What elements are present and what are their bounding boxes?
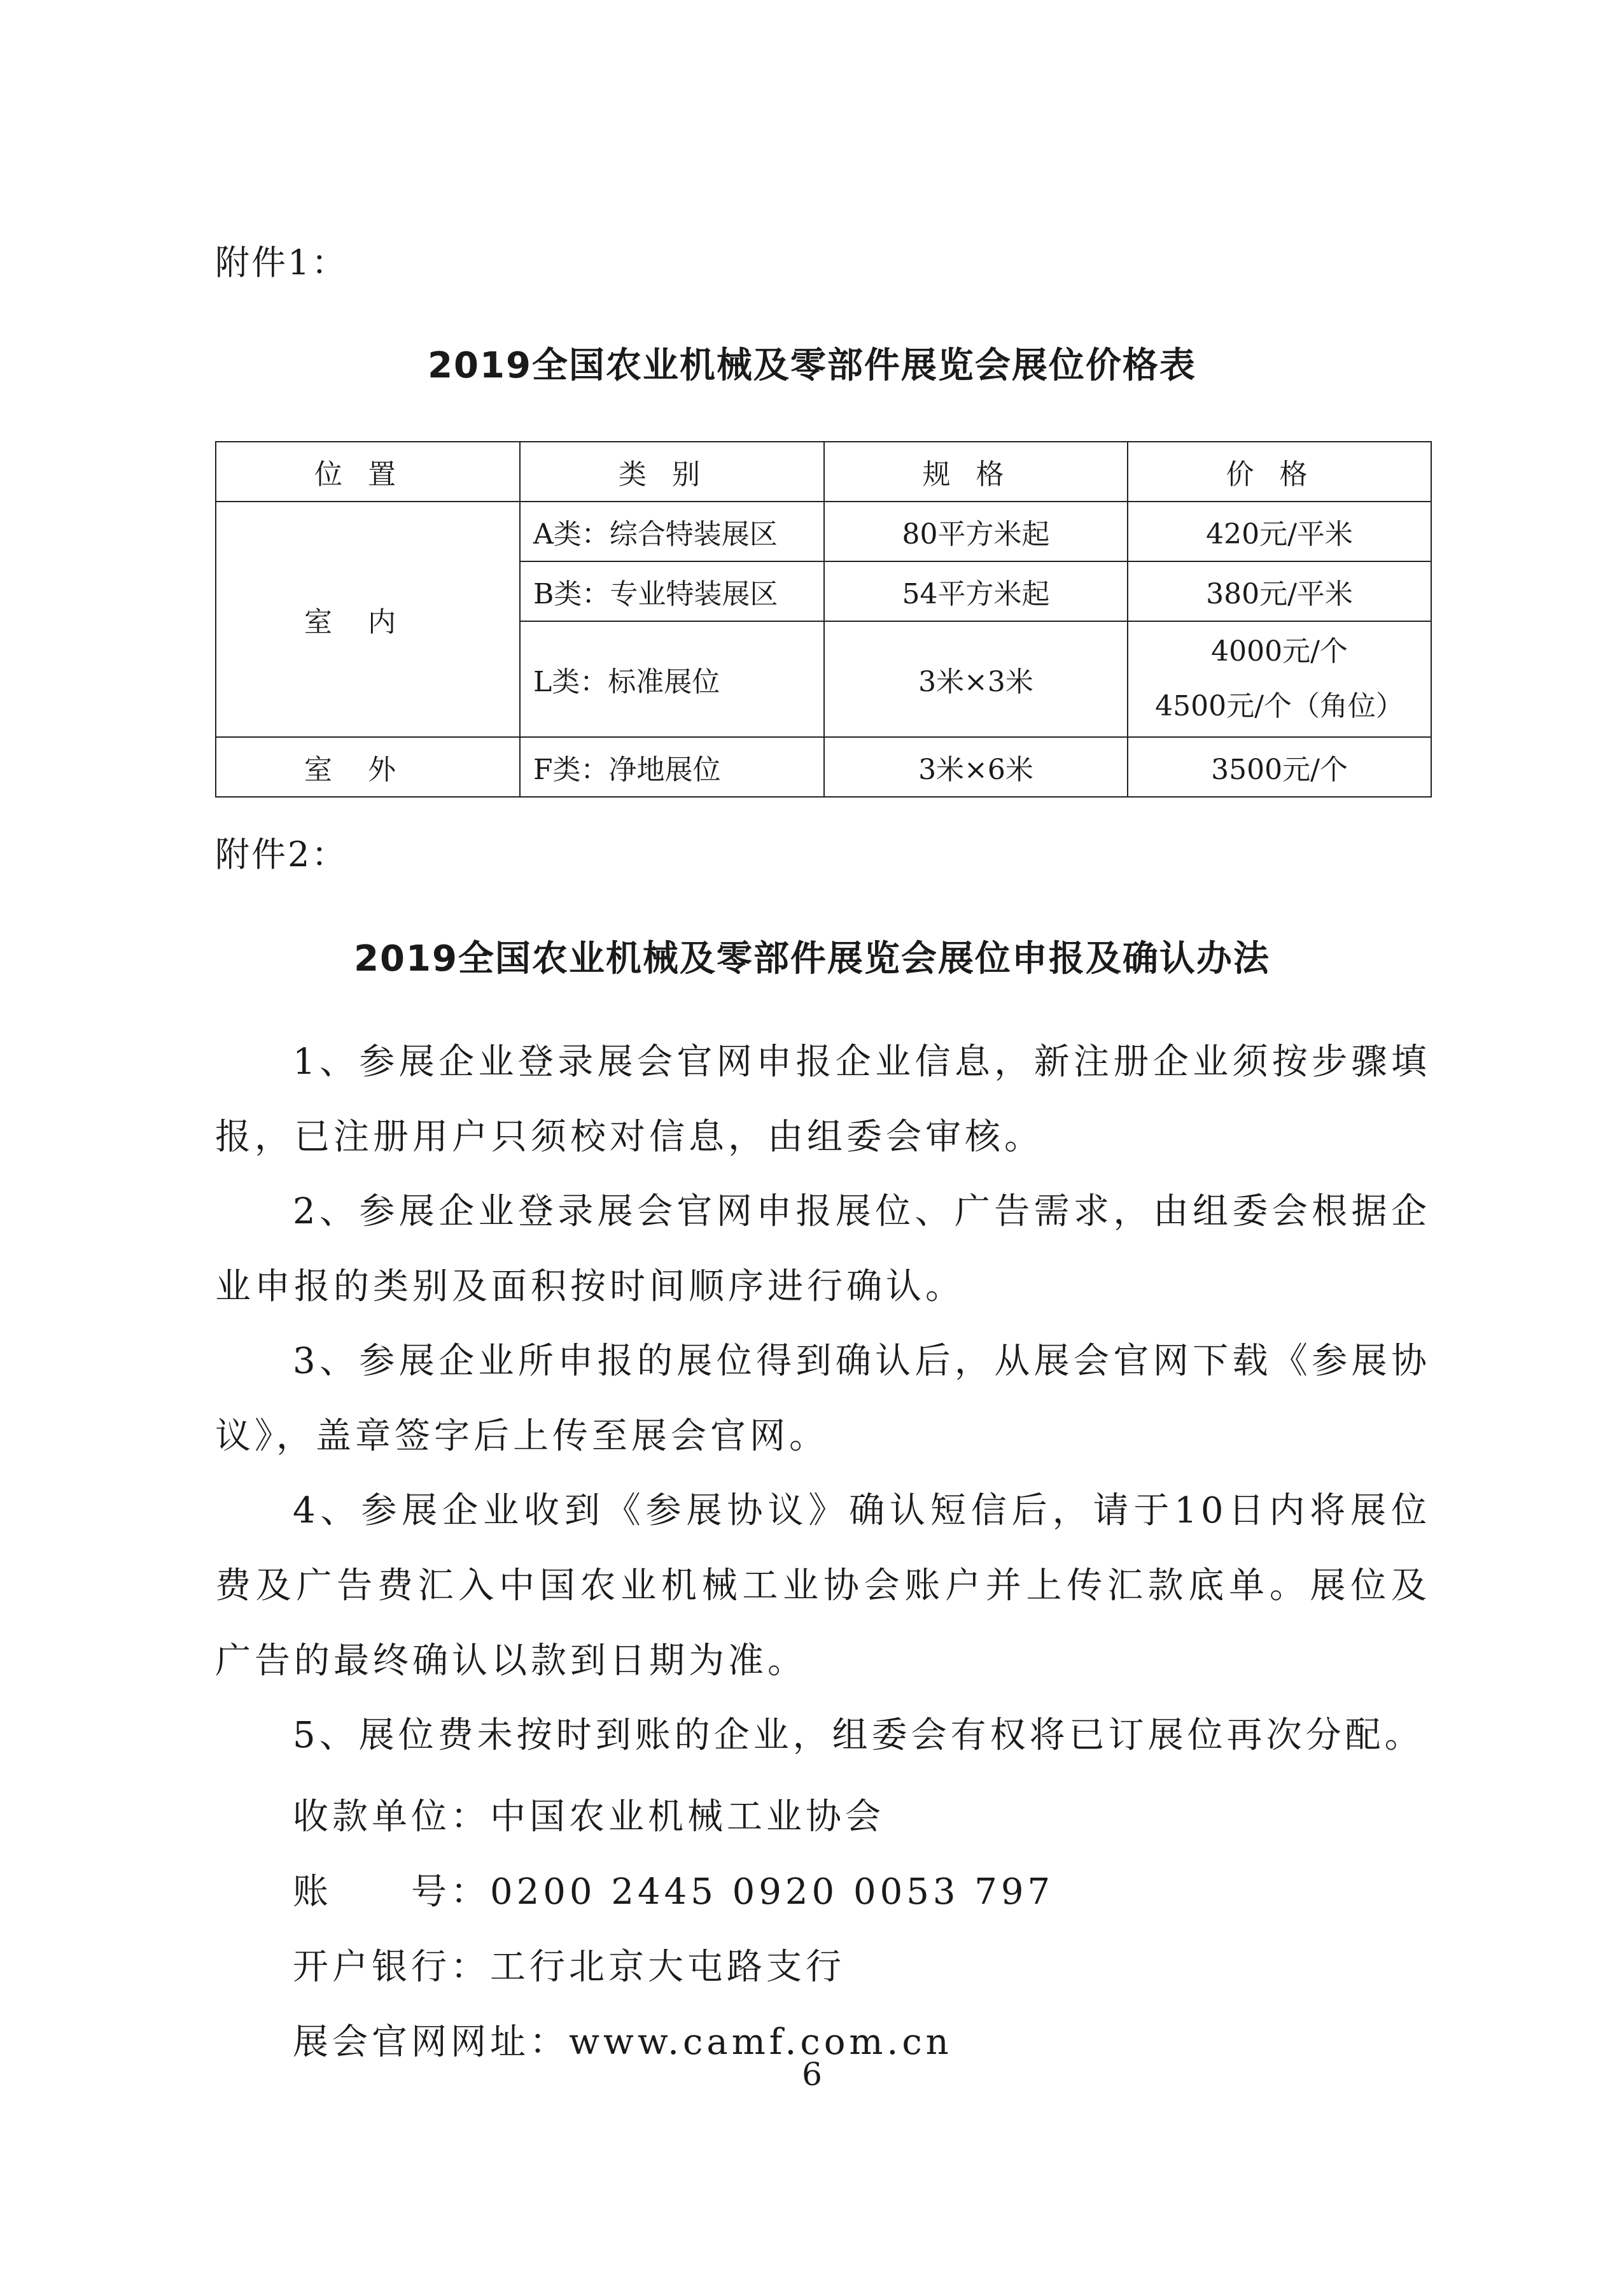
attachment1-label: 附件1： xyxy=(215,243,348,283)
spec-cell: 3米×6米 xyxy=(824,737,1128,797)
table-row xyxy=(216,502,1431,561)
price-corner: 4500元/个（角位） xyxy=(1155,690,1404,722)
price-cell: 3500元/个 xyxy=(1128,737,1431,797)
category-cell: F类：净地展位 xyxy=(520,737,824,797)
header-spec: 规格 xyxy=(824,442,1128,502)
spec-cell: 3米×3米 xyxy=(824,621,1128,737)
table-header-row xyxy=(216,442,1431,502)
procedure-item-1: 1、参展企业登录展会官网申报企业信息，新注册企业须按步骤填报，已注册用户只须校对信息，由组委会审核。 xyxy=(215,1041,1431,1158)
payee-line: 收款单位：中国农业机械工业协会 xyxy=(293,1796,885,1838)
header-category: 类别 xyxy=(520,442,824,502)
header-location: 位置 xyxy=(216,442,520,502)
procedure-item-3: 3、参展企业所申报的展位得到确认后，从展会官网下载《参展协议》，盖章签字后上传至展会官网。 xyxy=(215,1340,1431,1457)
category-cell: B类：专业特装展区 xyxy=(520,561,824,621)
price-cell: 380元/平米 xyxy=(1128,561,1431,621)
price-table xyxy=(215,441,1432,798)
account-line: 账 号：0200 2445 0920 0053 797 xyxy=(293,1871,1054,1913)
page-number: 6 xyxy=(802,2056,822,2093)
price-cell xyxy=(1128,621,1431,737)
website-line: 展会官网网址：www.camf.com.cn xyxy=(293,2021,953,2063)
spec-cell: 54平方米起 xyxy=(824,561,1128,621)
location-outdoor: 室外 xyxy=(216,737,520,797)
category-cell: A类：综合特装展区 xyxy=(520,502,824,561)
procedure-item-4: 4、参展企业收到《参展协议》确认短信后，请于10日内将展位费及广告费汇入中国农业机械工业协会账户并上传汇款底单。展位及广告的最终确认以款到日期为准。 xyxy=(215,1490,1431,1682)
table-row xyxy=(216,737,1431,797)
header-price: 价格 xyxy=(1128,442,1431,502)
bank-line: 开户银行：工行北京大屯路支行 xyxy=(293,1946,845,1988)
price-standard: 4000元/个 xyxy=(1211,635,1348,668)
location-indoor: 室内 xyxy=(216,502,520,737)
attachment2-label: 附件2： xyxy=(215,834,348,875)
procedure-item-5: 5、展位费未按时到账的企业，组委会有权将已订展位再次分配。 xyxy=(293,1715,1424,1756)
procedure-title: 2019全国农业机械及零部件展览会展位申报及确认办法 xyxy=(354,938,1270,980)
category-cell: L类：标准展位 xyxy=(520,621,824,737)
procedure-item-2: 2、参展企业登录展会官网申报展位、广告需求，由组委会根据企业申报的类别及面积按时间顺序进行确认。 xyxy=(215,1191,1431,1307)
spec-cell: 80平方米起 xyxy=(824,502,1128,561)
price-table-title: 2019全国农业机械及零部件展览会展位价格表 xyxy=(428,345,1196,386)
price-cell: 420元/平米 xyxy=(1128,502,1431,561)
